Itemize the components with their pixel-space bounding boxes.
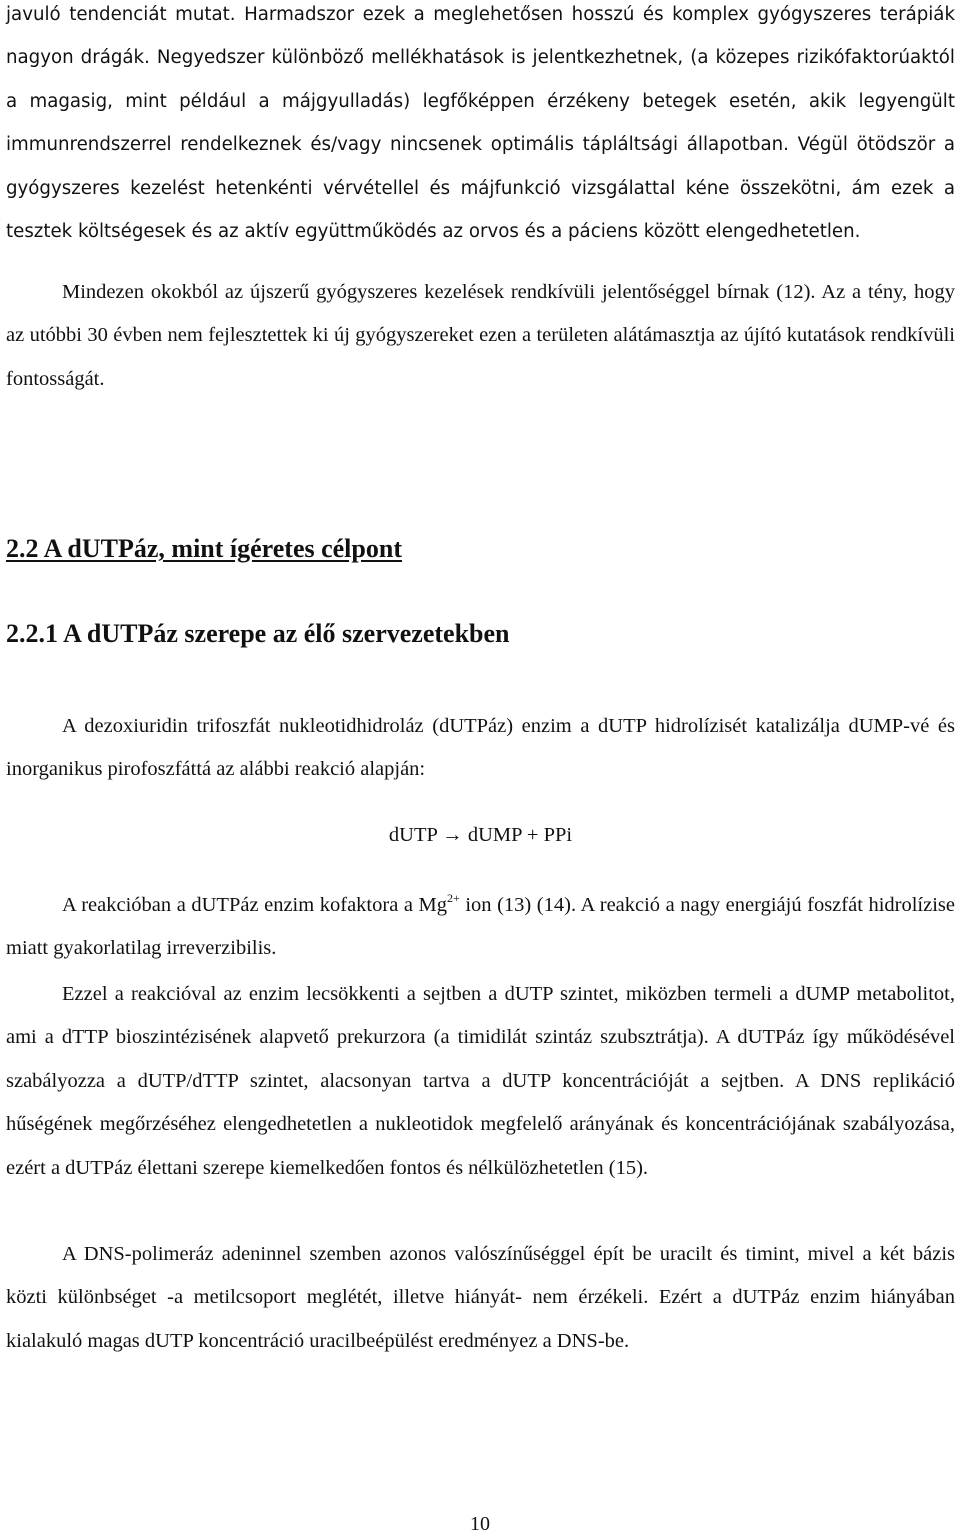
paragraph-enzyme-role <box>6 973 955 1190</box>
paragraph-cofactor <box>6 884 955 971</box>
paragraph-text: A DNS-polimeráz adeninnel szemben azonos valószínűséggel épít be uracilt és timint, mivel a két bázis közti különbséget -a metilcsoport meglétét, illetve hiányát- nem érzékeli. Ezért a dUTPáz enzim hiányában kialakuló magas dUTP koncentráció uracilbeépülést eredményez a DNS-be. <box>6 1243 955 1352</box>
paragraph-sentence: Mindezen okokból az újszerű gyógyszeres kezelések rendkívüli jelentőséggel bírnak (12). <box>62 281 816 303</box>
page-number: 10 <box>470 1513 490 1535</box>
charge-superscript: 2+ <box>446 891 460 905</box>
paragraph-text <box>6 271 955 401</box>
paragraph-new-treatments <box>6 271 955 401</box>
paragraph-sentence: Végül ötödször a gyógyszeres kezelést hetenkénti vérvétellel és májfunkció vizsgálattal kéne összekötni, ám ezek a tesztek költségesek és az aktív együttműködés az orvos és a páciens között elengedhetetlen. <box>6 134 955 243</box>
cofactor-text: A reakcióban a dUTPáz enzim kofaktora a Mg <box>62 894 447 916</box>
paragraph-text <box>6 884 955 971</box>
section-heading: 2.2 A dUTPáz, mint ígéretes célpont <box>6 534 402 563</box>
reaction-equation: dUTP → dUMP + PPi <box>388 824 573 846</box>
subsection-heading: 2.2.1 A dUTPáz szerepe az élő szervezetekben <box>6 619 510 648</box>
paragraph-dutpase-intro <box>6 705 955 792</box>
paragraph-polymerase <box>6 1233 955 1363</box>
paragraph-sentence: Az a tény, hogy az utóbbi 30 évben nem fejlesztettek ki új gyógyszereket ezen a területen alátámasztja az újító kutatások rendkívüli fontosságát. <box>6 281 956 390</box>
irreversibility-sentence: A reakció a nagy energiájú foszfát hidrolízise miatt gyakorlatilag irreverzibilis. <box>6 894 955 960</box>
paragraph-text: A dezoxiuridin trifoszfát nukleotidhidroláz (dUTPáz) enzim a dUTP hidrolízisét katalizálja dUMP-vé és inorganikus pirofoszfáttá az alábbi reakció alapján: <box>6 715 955 781</box>
paragraph-treatment-drawbacks <box>6 0 955 253</box>
paragraph-sentence: javuló tendenciát mutat. Harmadszor ezek a meglehetősen hosszú és komplex gyógyszeres terápiák nagyon drágák. <box>6 4 955 69</box>
cofactor-text-tail: ion (13) (14). <box>459 894 577 916</box>
paragraph-text <box>6 0 955 253</box>
paragraph-text: Ezzel a reakcióval az enzim lecsökkenti a sejtben a dUTP szintet, miközben termeli a dUMP metabolitot, ami a dTTP bioszintézisének alapvető prekurzora (a timidilát szintáz szubsztrátja). A dUTPáz így működésével szabályozza a dUTP/dTTP szintet, alacsonyan tartva a dUTP koncentrációját a sejtben. A DNS replikáció hűségének megőrzéséhez elengedhetetlen a nukleotidok megfelelő arányának és koncentrációjának szabályozása, ezért a dUTPáz élettani szerepe kiemelkedően fontos és nélkülözhetetlen (15). <box>6 983 955 1179</box>
paragraph-sentence: Negyedszer különböző mellékhatások is jelentkezhetnek, (a közepes rizikófaktorúaktól a magasig, mint például a májgyulladás) legfőképpen érzékeny betegek esetén, akik legyengült immunrendszerrel rendelkeznek és/vagy nincsenek optimális tápláltsági állapotban. <box>6 47 955 156</box>
